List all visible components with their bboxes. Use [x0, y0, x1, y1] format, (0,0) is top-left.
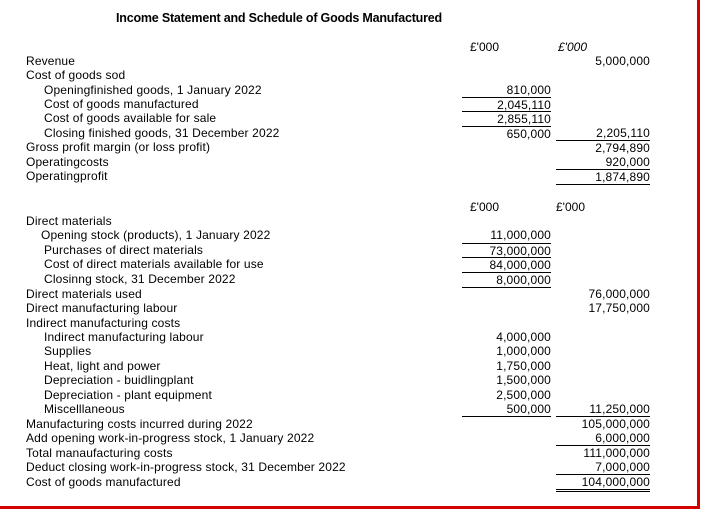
row-label: Deduct closing work-in-progress stock, 31 December 2022 — [26, 460, 346, 474]
row-value-col2: 76,000,000 — [588, 287, 650, 301]
row-value-col1: 650,000 — [462, 126, 551, 141]
row-label: Cost of goods manufactured — [44, 97, 199, 111]
schedule-row — [0, 257, 702, 272]
income-row — [0, 68, 702, 83]
income-row — [0, 155, 702, 170]
income-row — [0, 126, 702, 141]
row-value-col1: 1,500,000 — [496, 373, 551, 387]
row-value-col2: 6,000,000 — [556, 431, 650, 446]
row-value-col1: 4,000,000 — [496, 330, 551, 344]
row-value-col2: 17,750,000 — [588, 301, 650, 315]
row-value-col2: 2,205,110 — [596, 126, 650, 140]
row-value-col2: 920,000 — [605, 155, 650, 169]
row-value-col1: 73,000,000 — [462, 243, 551, 258]
row-value-col2: 104,000,000 — [556, 475, 650, 492]
schedule-row — [0, 243, 702, 258]
row-label: Depreciation - buidlingplant — [44, 373, 194, 387]
row-label: Depreciation - plant equipment — [44, 388, 212, 402]
row-label: Heat, light and power — [44, 359, 161, 373]
row-value-col1: 2,500,000 — [496, 388, 551, 402]
row-label: Cost of direct materials available for use — [44, 257, 264, 271]
income-row — [0, 83, 702, 98]
row-label: Indirect manufacturing labour — [44, 330, 204, 344]
row-value-col2: 2,794,890 — [556, 140, 650, 155]
schedule-row — [0, 402, 702, 417]
row-label: Supplies — [44, 344, 92, 358]
row-value-col1: 810,000 — [506, 83, 551, 97]
schedule-row — [0, 431, 702, 446]
row-value-col1: 1,000,000 — [496, 344, 551, 358]
row-value-col2: 1,874,890 — [556, 169, 650, 185]
row-label: Cost of goods sod — [26, 68, 126, 82]
row-label: Opening stock (products), 1 January 2022 — [41, 228, 271, 242]
schedule-col2-header: £'000 — [556, 200, 585, 214]
income-row — [0, 97, 702, 112]
row-label: Closing finished goods, 31 December 2022 — [44, 126, 280, 140]
row-value-col2: 11,250,000 — [556, 402, 650, 417]
schedule-row — [0, 344, 702, 359]
row-value-col1: 8,000,000 — [462, 272, 551, 288]
schedule-row — [0, 373, 702, 388]
income-row — [0, 54, 702, 69]
row-label: Operatingprofit — [26, 169, 108, 183]
row-value-col1: 500,000 — [462, 402, 551, 417]
schedule-row — [0, 388, 702, 403]
row-value-col2: 5,000,000 — [595, 54, 650, 68]
schedule-row — [0, 359, 702, 374]
row-label: Gross profit margin (or loss profit) — [26, 140, 211, 154]
row-value-col1: 11,000,000 — [490, 228, 551, 242]
schedule-col1-header: £'000 — [470, 200, 499, 214]
row-label: Purchases of direct materials — [44, 243, 204, 257]
row-value-col2: 105,000,000 — [581, 417, 650, 431]
income-row — [0, 169, 702, 184]
row-label: Closinng stock, 31 December 2022 — [44, 272, 236, 286]
income-row — [0, 111, 702, 126]
schedule-row — [0, 301, 702, 316]
row-label: Revenue — [26, 54, 76, 68]
schedule-row — [0, 287, 702, 302]
income-col1-header: £'000 — [470, 40, 499, 54]
row-label: Manufacturing costs incurred during 2022 — [26, 417, 253, 431]
row-label: Miscelllaneous — [44, 402, 125, 416]
schedule-row — [0, 330, 702, 345]
schedule-row — [0, 446, 702, 461]
schedule-row — [0, 272, 702, 287]
row-label: Indirect manufacturing costs — [26, 316, 181, 330]
row-label: Cost of goods manufactured — [26, 475, 181, 489]
row-value-col1: 2,045,110 — [462, 97, 551, 112]
schedule-row — [0, 460, 702, 475]
schedule-row — [0, 417, 702, 432]
row-label: Direct materials used — [26, 287, 142, 301]
schedule-row — [0, 228, 702, 243]
row-value-col1: 2,855,110 — [462, 111, 551, 126]
row-value-col1: 1,750,000 — [496, 359, 551, 373]
row-label: Cost of goods available for sale — [44, 111, 217, 125]
row-value-col2: 111,000,000 — [583, 446, 650, 460]
income-row — [0, 140, 702, 155]
schedule-row — [0, 214, 702, 229]
row-label: Direct manufacturing labour — [26, 301, 178, 315]
row-value-col2: 7,000,000 — [556, 460, 650, 475]
row-label: Openingfinished goods, 1 January 2022 — [44, 83, 262, 97]
schedule-row — [0, 475, 702, 490]
income-col2-header: £'000 — [558, 40, 587, 54]
row-label: Operatingcosts — [26, 155, 109, 169]
schedule-row — [0, 316, 702, 331]
row-value-col1: 84,000,000 — [462, 257, 551, 272]
row-label: Add opening work-in-progress stock, 1 January 2022 — [26, 431, 315, 445]
document-title: Income Statement and Schedule of Goods Manufactured — [116, 11, 442, 25]
row-label: Direct materials — [26, 214, 112, 228]
row-label: Total manaufacturing costs — [26, 446, 173, 460]
